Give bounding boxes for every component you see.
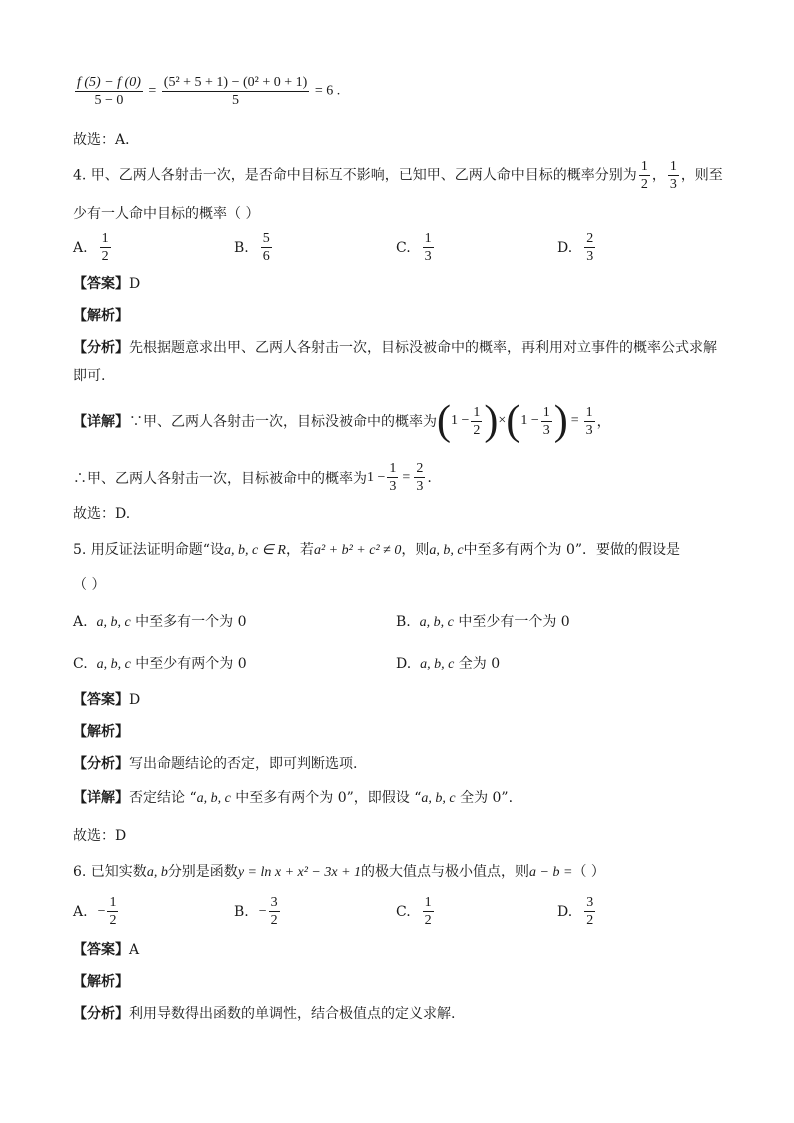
- q5-option-c[interactable]: C. a, b, c 中至少有两个为 0: [73, 656, 247, 672]
- q4-answer: 【答案】D: [73, 276, 141, 292]
- q5-stem-line2: （ ）: [73, 577, 106, 593]
- q6-option-a[interactable]: A. − $\frac{1}{2}$: [73, 895, 117, 928]
- top-formula: $\frac{f (5) - f (0)}{5 - 0}$ = $\frac{\text{(5² + 5 + 1) − (0² + 0 + 1)}}{5}$ = 6 .: [77, 75, 341, 108]
- q4-option-d[interactable]: D. $\frac{2}{3}$: [557, 231, 594, 264]
- q4-stem: 4. 甲、乙两人各射击一次，是否命中目标互不影响，已知甲、乙两人命中目标的概率分别为 $\frac{1}{2}$ ， $\frac{1}{3}$ ，则至: [73, 159, 723, 192]
- q3-choice: 故选：A．: [73, 132, 140, 148]
- q5-option-b[interactable]: B. a, b, c 中至少有一个为 0: [396, 614, 570, 630]
- q4-jiexi: 【解析】: [73, 308, 129, 324]
- q4-stem-line2: 少有一人命中目标的概率（ ）: [73, 206, 260, 222]
- q4-option-a[interactable]: A. $\frac{1}{2}$: [73, 231, 109, 264]
- q4-option-b[interactable]: B. $\frac{5}{6}$: [234, 231, 270, 264]
- q6-jiexi: 【解析】: [73, 974, 129, 990]
- q5-choice: 故选：D: [73, 828, 127, 844]
- top-formula-lhs: $\frac{f (5) - f (0)}{5 - 0}$: [77, 75, 141, 108]
- top-formula-result: = 6 .: [314, 83, 341, 99]
- q5-stem: 5. 用反证法证明命题“设a, b, c ∈ R，若a² + b² + c² ≠ 0，则a, b, c中至多有两个为 0”．要做的假设是: [73, 542, 681, 558]
- q6-option-d[interactable]: D. $\frac{3}{2}$: [557, 895, 594, 928]
- top-formula-rhs: $\frac{\text{(5² + 5 + 1) − (0² + 0 + 1)}}{5}$: [163, 75, 308, 108]
- q6-fenxi: 【分析】利用导数得出函数的单调性，结合极值点的定义求解.: [73, 1006, 456, 1022]
- q5-xiangjie: 【详解】否定结论 “a, b, c 中至多有两个为 0”，即假设 “a, b, c 全为 0”.: [73, 790, 514, 806]
- q6-option-c[interactable]: C. $\frac{1}{2}$: [396, 895, 432, 928]
- q4-option-c[interactable]: C. $\frac{1}{3}$: [396, 231, 432, 264]
- q5-option-d[interactable]: D. a, b, c 全为 0: [396, 656, 501, 672]
- q5-fenxi: 【分析】写出命题结论的否定，即可判断选项.: [73, 756, 358, 772]
- q4-choice: 故选：D.: [73, 506, 131, 522]
- q6-option-b[interactable]: B. − $\frac{3}{2}$: [234, 895, 278, 928]
- q4-fenxi-line2: 即可.: [73, 368, 106, 384]
- q5-option-a[interactable]: A. a, b, c 中至多有一个为 0: [73, 614, 247, 630]
- q4-fenxi: 【分析】先根据题意求出甲、乙两人各射击一次，目标没被命中的概率，再利用对立事件的概率公式求解: [73, 340, 717, 356]
- q5-answer: 【答案】D: [73, 692, 141, 708]
- q4-conclusion: ∴甲、乙两人各射击一次，目标被命中的概率为 1 − $\frac{1}{3}$ = $\frac{2}{3}$ .: [73, 461, 432, 494]
- q6-stem: 6. 已知实数a, b分别是函数y = ln x + x² − 3x + 1的极大值点与极小值点，则a − b =（ ）: [73, 864, 605, 880]
- q6-answer: 【答案】A: [73, 942, 140, 958]
- q5-jiexi: 【解析】: [73, 724, 129, 740]
- q4-xiangjie: 【详解】 ∵甲、乙两人各射击一次，目标没被命中的概率为 ( 1 − $\frac{1}{2}$ ) × ( 1 − $\frac{1}{3}$ ) = $\frac{1}{3}$ ，: [73, 398, 611, 444]
